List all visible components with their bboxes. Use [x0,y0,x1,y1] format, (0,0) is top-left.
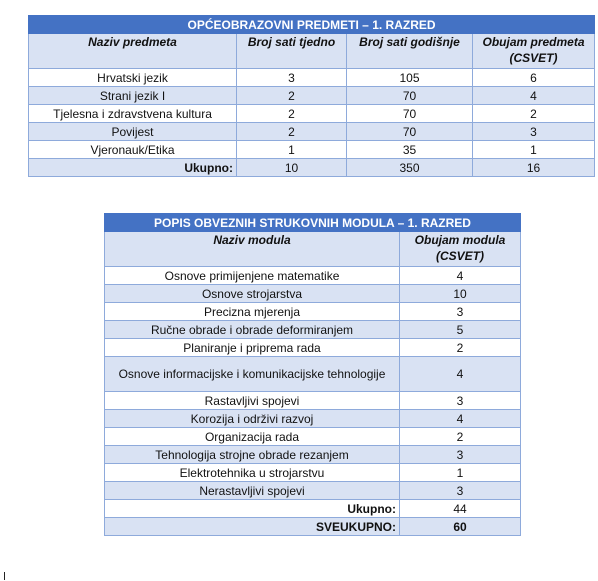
table-row [105,303,521,321]
csvet-value: 2 [400,428,521,446]
table-row [105,446,521,464]
vocational-modules-table [104,213,521,536]
table-row [105,482,521,500]
module-name: Rastavljivi spojevi [105,392,400,410]
table-title: POPIS OBVEZNIH STRUKOVNIH MODULA – 1. RAZRED [105,214,521,232]
yearly-hours: 70 [347,123,473,141]
total-label: Ukupno: [29,159,237,177]
module-name: Osnove primijenjene matematike [105,267,400,285]
table-header-row [105,232,521,267]
module-name: Organizacija rada [105,428,400,446]
csvet-value: 3 [400,303,521,321]
csvet-value: 4 [400,267,521,285]
yearly-hours: 70 [347,105,473,123]
module-name: Osnove strojarstva [105,285,400,303]
table-row [29,69,595,87]
csvet-value: 3 [473,123,595,141]
total-weekly-hours: 10 [237,159,347,177]
grand-total-label: SVEUKUPNO: [105,518,400,536]
weekly-hours: 2 [237,123,347,141]
table-row [29,123,595,141]
table-row [105,339,521,357]
csvet-value: 3 [400,446,521,464]
module-name: Precizna mjerenja [105,303,400,321]
yearly-hours: 105 [347,69,473,87]
table-grand-total-row [105,518,521,536]
table-title-row [105,214,521,232]
csvet-value: 10 [400,285,521,303]
subject-name: Strani jezik I [29,87,237,105]
module-name: Ručne obrade i obrade deformiranjem [105,321,400,339]
table-row [105,357,521,392]
csvet-value: 4 [473,87,595,105]
general-subjects-table [28,15,595,177]
table-title-row [29,16,595,34]
weekly-hours: 3 [237,69,347,87]
column-header: Obujam predmeta (CSVET) [473,34,595,69]
table-row [29,141,595,159]
subject-name: Vjeronauk/Etika [29,141,237,159]
weekly-hours: 2 [237,105,347,123]
csvet-value: 3 [400,392,521,410]
csvet-value: 4 [400,410,521,428]
weekly-hours: 1 [237,141,347,159]
table-total-row [29,159,595,177]
csvet-value: 3 [400,482,521,500]
total-yearly-hours: 350 [347,159,473,177]
csvet-value: 1 [400,464,521,482]
grand-total-csvet: 60 [400,518,521,536]
table-total-row [105,500,521,518]
subject-name: Tjelesna i zdravstvena kultura [29,105,237,123]
table-header-row [29,34,595,69]
table-row [105,428,521,446]
module-name: Planiranje i priprema rada [105,339,400,357]
table-row [105,410,521,428]
module-name: Korozija i održivi razvoj [105,410,400,428]
table-row [105,321,521,339]
text-cursor-mark [4,572,5,580]
total-csvet: 44 [400,500,521,518]
csvet-value: 4 [400,357,521,392]
table-row [105,464,521,482]
column-header: Broj sati tjedno [237,34,347,69]
table-row [29,87,595,105]
module-name: Nerastavljivi spojevi [105,482,400,500]
table-row [29,105,595,123]
column-header: Naziv predmeta [29,34,237,69]
module-name: Osnove informacijske i komunikacijske tehnologije [105,357,400,392]
total-csvet: 16 [473,159,595,177]
table-row [105,267,521,285]
table-row [105,285,521,303]
subject-name: Hrvatski jezik [29,69,237,87]
weekly-hours: 2 [237,87,347,105]
module-name: Elektrotehnika u strojarstvu [105,464,400,482]
yearly-hours: 35 [347,141,473,159]
module-name: Tehnologija strojne obrade rezanjem [105,446,400,464]
column-header: Obujam modula (CSVET) [400,232,521,267]
column-header: Broj sati godišnje [347,34,473,69]
total-label: Ukupno: [105,500,400,518]
csvet-value: 6 [473,69,595,87]
table-title: OPĆEOBRAZOVNI PREDMETI – 1. RAZRED [29,16,595,34]
csvet-value: 5 [400,321,521,339]
csvet-value: 1 [473,141,595,159]
csvet-value: 2 [400,339,521,357]
csvet-value: 2 [473,105,595,123]
subject-name: Povijest [29,123,237,141]
yearly-hours: 70 [347,87,473,105]
table-row [105,392,521,410]
column-header: Naziv modula [105,232,400,267]
